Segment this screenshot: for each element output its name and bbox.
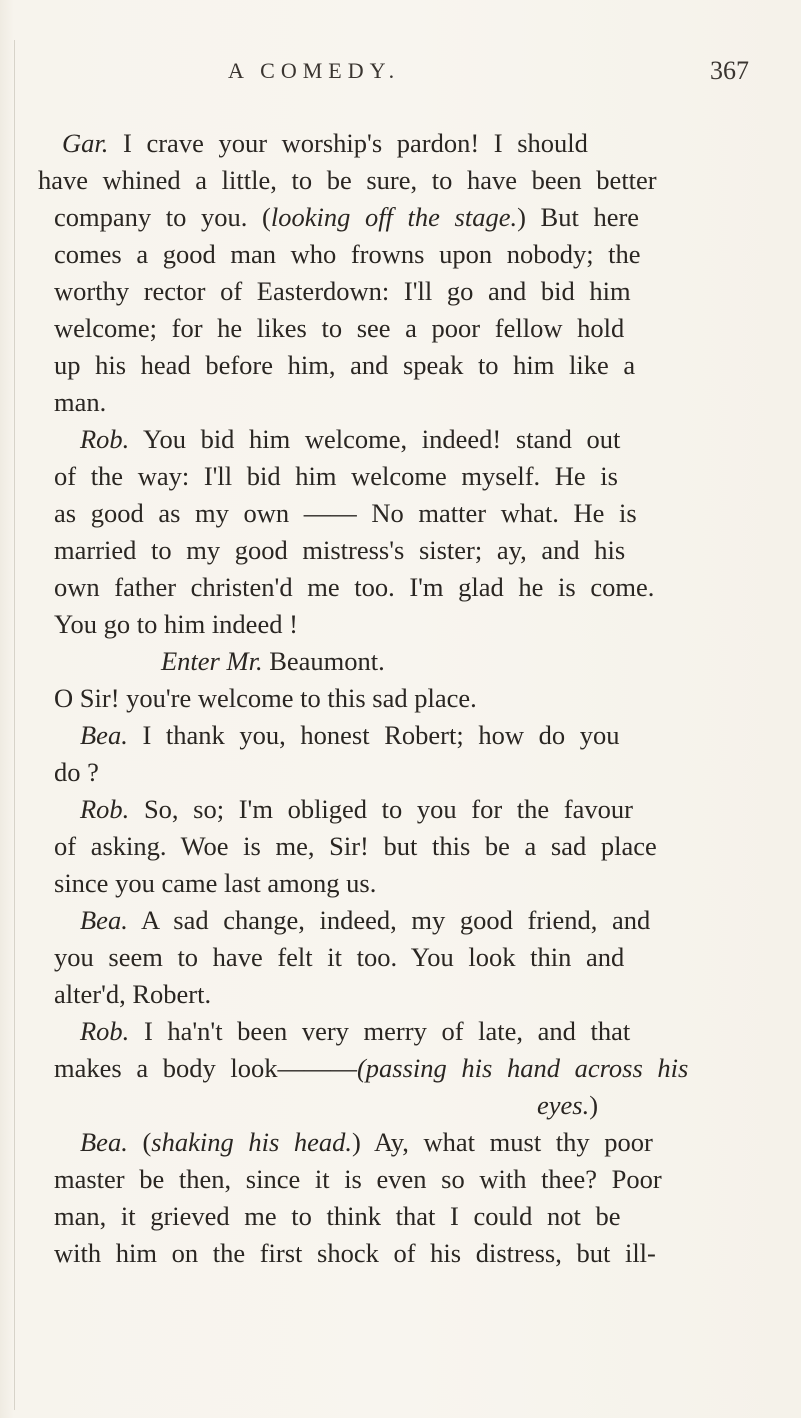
text-segment: of asking. Woe is me, Sir! but this be a sad place <box>54 831 657 861</box>
text-segment: company to you. ( <box>54 202 271 232</box>
text-line <box>54 200 639 234</box>
text-segment: ) <box>589 1090 599 1120</box>
text-segment: of the way: I'll bid him welcome myself. He is <box>54 461 618 491</box>
text-line <box>80 792 633 826</box>
text-segment: welcome; for he likes to see a poor fellow hold <box>54 313 625 343</box>
text-line <box>161 644 385 678</box>
text-segment: have whined a little, to be sure, to have been better <box>38 165 657 195</box>
text-line <box>54 607 298 641</box>
italic-text: shaking his head. <box>151 1127 353 1157</box>
text-segment: alter'd, Robert. <box>54 979 212 1009</box>
text-segment: ) But here <box>517 202 640 232</box>
text-segment: comes a good man who frowns upon nobody; the <box>54 239 641 269</box>
text-segment: I ha'n't been very merry of late, and that <box>129 1016 631 1046</box>
text-segment: O Sir! you're welcome to this sad place. <box>54 683 477 713</box>
italic-text: eyes. <box>537 1090 590 1120</box>
text-segment: I crave your worship's pardon! I should <box>108 128 588 158</box>
text-line <box>54 1199 620 1233</box>
text-line <box>54 866 376 900</box>
text-segment: master be then, since it is even so with thee? Poor <box>54 1164 662 1194</box>
text-line <box>54 1051 688 1085</box>
text-segment: Beaumont. <box>262 646 385 676</box>
page-header <box>0 56 801 96</box>
text-segment: you seem to have felt it too. You look thin and <box>54 942 625 972</box>
italic-text: Enter Mr. <box>161 646 263 676</box>
running-head: A COMEDY. <box>228 58 401 83</box>
italic-text: looking off the stage. <box>270 202 518 232</box>
text-line <box>80 422 620 456</box>
text-segment: man. <box>54 387 107 417</box>
text-line <box>80 1014 630 1048</box>
text-segment: A sad change, indeed, my good friend, and <box>127 905 651 935</box>
text-segment: I thank you, honest Robert; how do you <box>127 720 620 750</box>
text-line <box>80 718 619 752</box>
text-line <box>54 311 624 345</box>
text-segment: up his head before him, and speak to him like a <box>54 350 636 380</box>
text-line <box>54 1162 662 1196</box>
text-line <box>54 570 654 604</box>
text-line <box>54 533 625 567</box>
italic-text: Bea. <box>80 720 128 750</box>
text-line <box>54 459 618 493</box>
italic-text: Bea. <box>80 905 128 935</box>
text-segment: do ? <box>54 757 99 787</box>
text-line <box>62 126 588 160</box>
text-line <box>54 755 99 789</box>
text-line <box>54 940 624 974</box>
text-line <box>80 903 650 937</box>
text-line <box>54 274 631 308</box>
italic-text: Bea. <box>80 1127 128 1157</box>
italic-text: Gar. <box>62 128 109 158</box>
page-gutter-edge <box>14 40 15 1410</box>
text-line <box>54 385 106 419</box>
italic-text: Rob. <box>80 424 130 454</box>
text-line <box>80 1125 653 1159</box>
text-segment: makes a body look——— <box>54 1053 357 1083</box>
text-segment: married to my good mistress's sister; ay, and his <box>54 535 626 565</box>
text-line <box>54 829 657 863</box>
text-segment: as good as my own —— No matter what. He is <box>54 498 637 528</box>
text-segment: ( <box>127 1127 152 1157</box>
text-line <box>54 496 637 530</box>
text-segment: worthy rector of Easterdown: I'll go and bid him <box>54 276 631 306</box>
text-line <box>54 681 477 715</box>
text-segment: You bid him welcome, indeed! stand out <box>129 424 621 454</box>
text-segment: own father christen'd me too. I'm glad he is come. <box>54 572 655 602</box>
text-segment: man, it grieved me to think that I could not be <box>54 1201 621 1231</box>
text-segment: with him on the first shock of his distress, but ill- <box>54 1238 656 1268</box>
text-segment: You go to him indeed ! <box>54 609 298 639</box>
page-number: 367 <box>710 56 749 85</box>
text-segment: So, so; I'm obliged to you for the favour <box>129 794 633 824</box>
text-line <box>54 237 641 271</box>
text-line <box>38 163 657 197</box>
text-line <box>54 1236 656 1270</box>
italic-text: Rob. <box>80 1016 130 1046</box>
text-line <box>54 348 635 382</box>
italic-text: Rob. <box>80 794 130 824</box>
text-line <box>537 1088 598 1122</box>
text-segment: ) Ay, what must thy poor <box>352 1127 653 1157</box>
text-segment: since you came last among us. <box>54 868 377 898</box>
italic-text: (passing his hand across his <box>356 1053 689 1083</box>
text-line <box>54 977 211 1011</box>
